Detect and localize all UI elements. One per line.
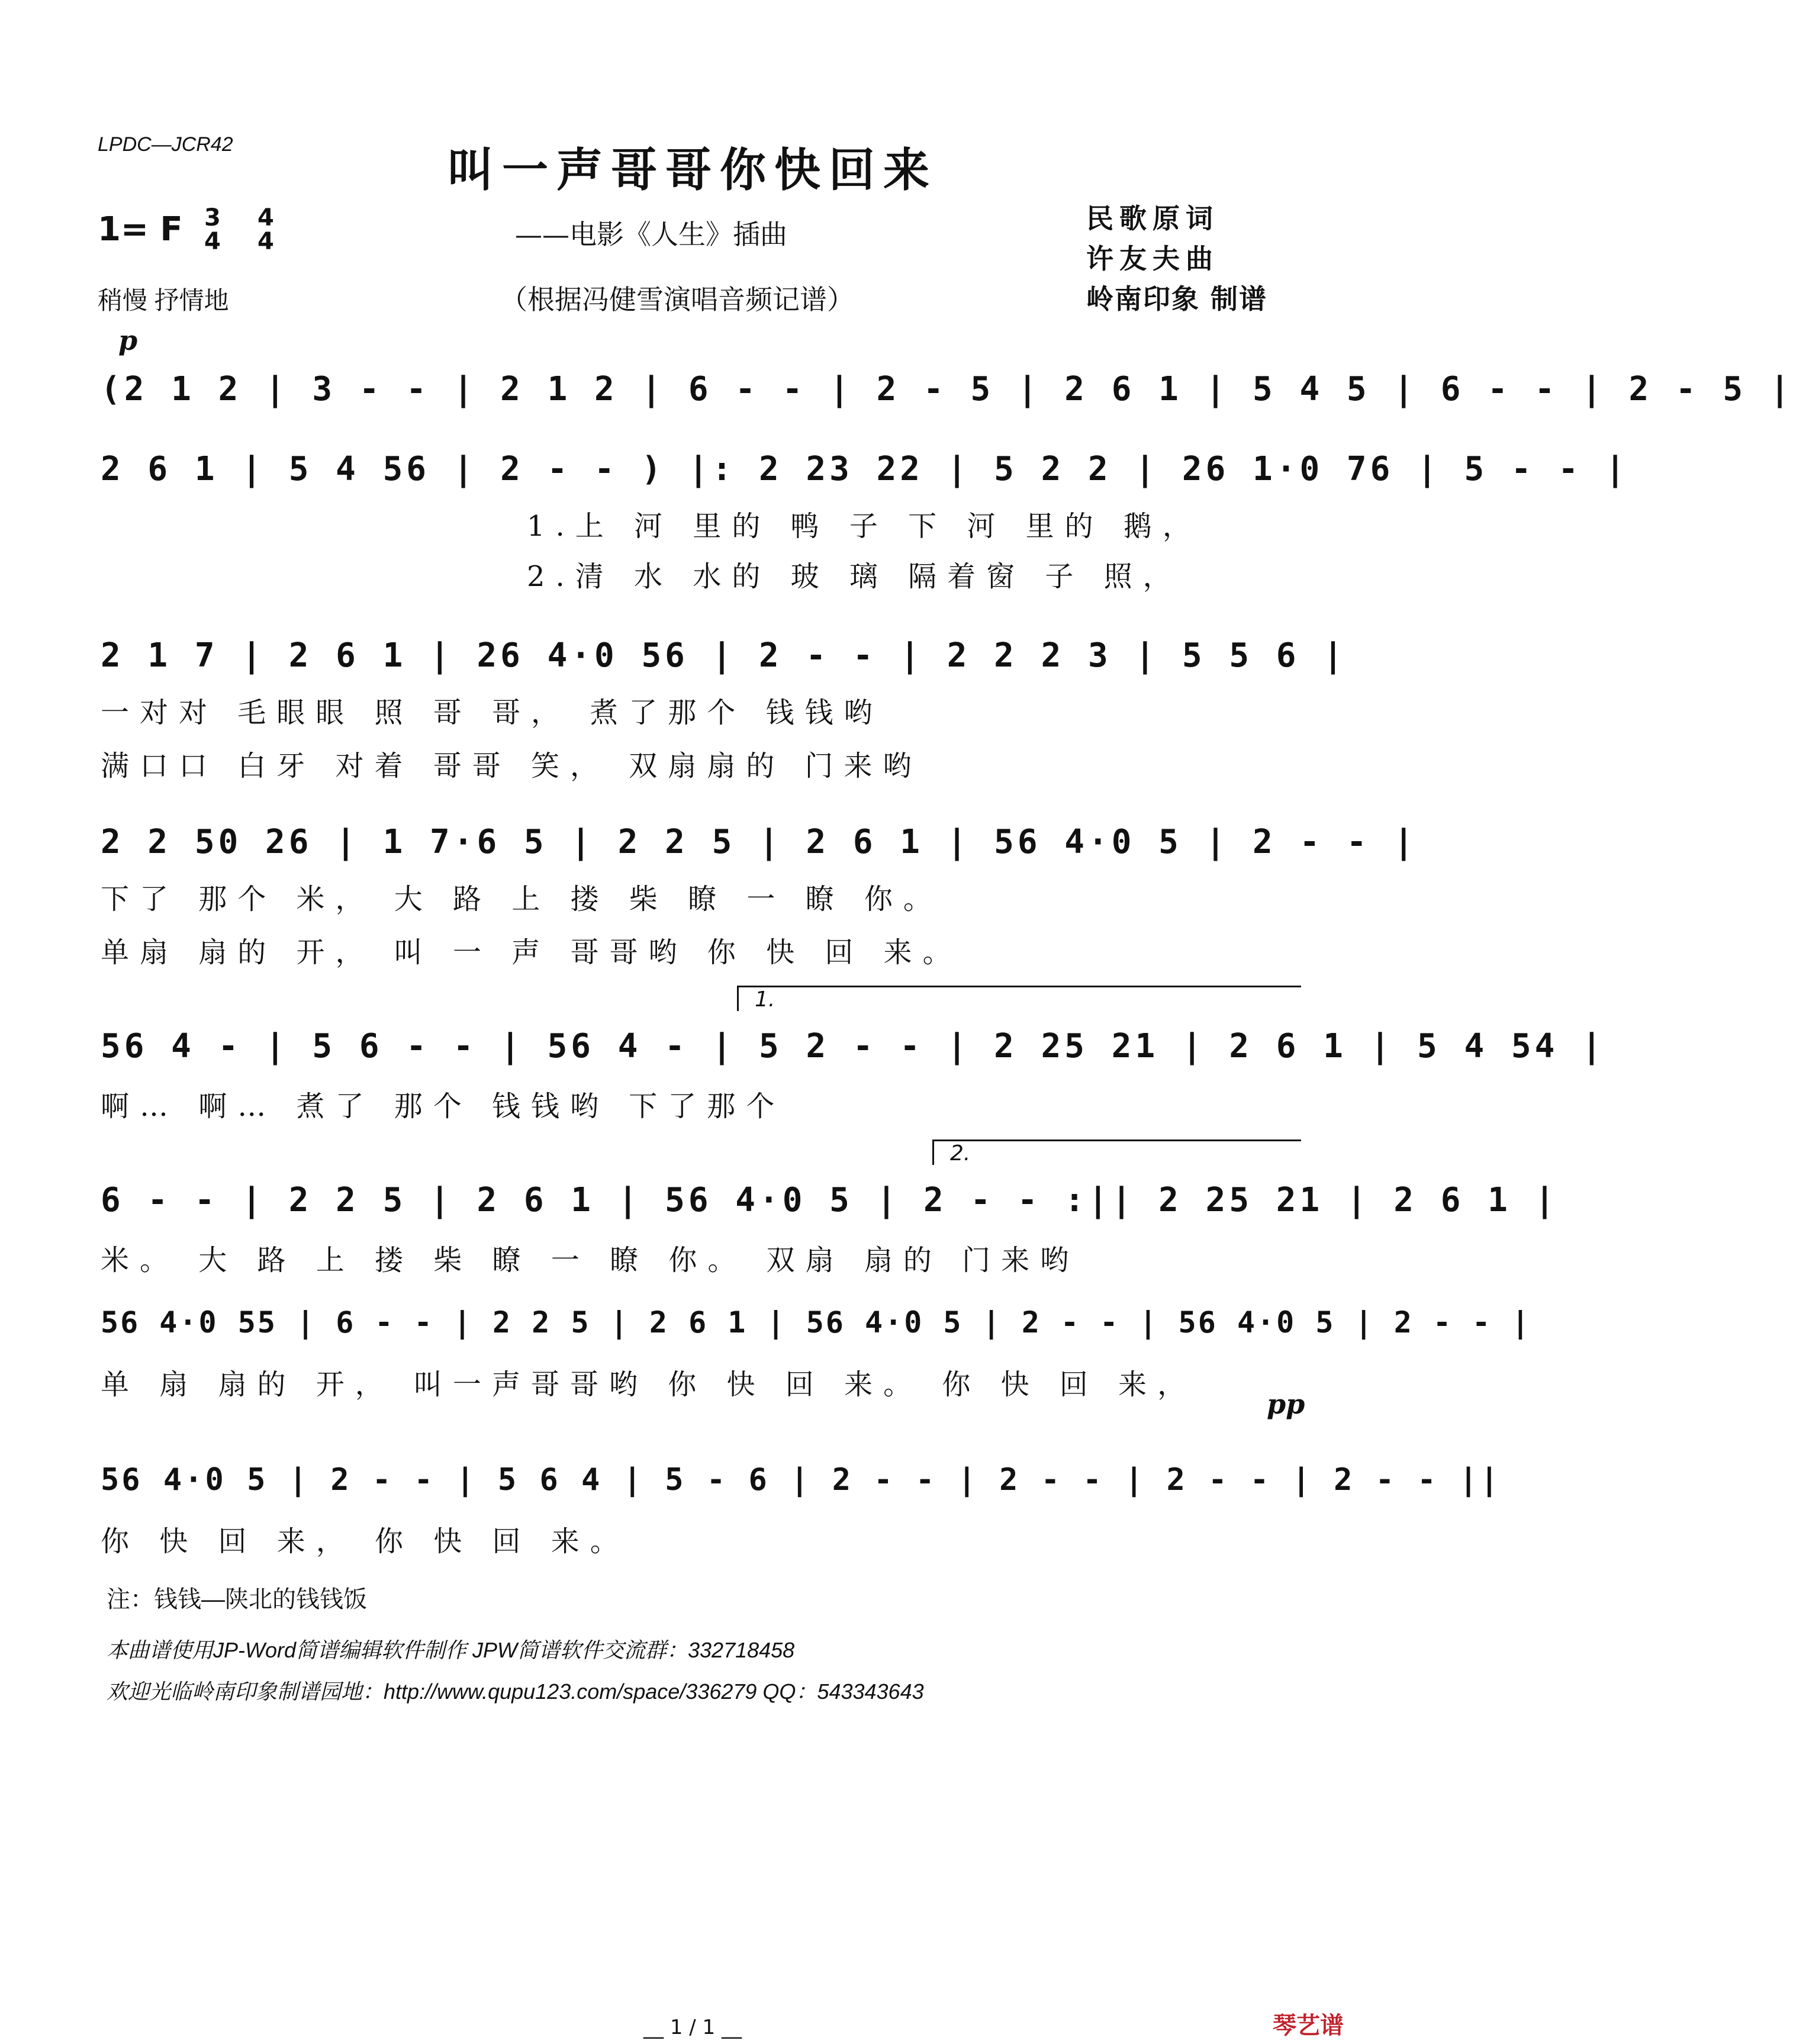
dynamic-piano: p: [118, 324, 138, 356]
lyric-line: 单 扇 扇的 开， 叫一声哥哥哟 你 快 回 来。 你 快 回 来，: [101, 1368, 1197, 1401]
song-subtitle: ——电影《人生》插曲: [515, 218, 787, 250]
lyric-verse-1: 下了 那个 米， 大 路 上 搂 柴 瞭 一 瞭 你。: [101, 883, 942, 916]
volta-second-ending: [932, 1140, 1301, 1165]
lyricist-credit: 民歌原词: [1086, 202, 1219, 234]
notation-system-1: (2 1 2 | 3 - - | 2 1 2 | 6 - - | 2 - 5 | 2 6 1 | 5 4 5 | 6 - - | 2 - 5 |: [101, 370, 1793, 408]
notation-system-8: 56 4·0 5 | 2 - - | 5 6 4 | 5 - 6 | 2 - - | 2 - - | 2 - - | 2 - - ||: [101, 1462, 1501, 1498]
time-sig-bottom: 4: [257, 228, 274, 255]
lyric-verse-1: 一对对 毛眼眼 照 哥 哥， 煮了那个 钱钱哟: [101, 696, 883, 729]
software-credit: 本曲谱使用JP-Word简谱编辑软件制作 JPW简谱软件交流群：332718458: [107, 1638, 795, 1662]
page-number: __ 1 / 1 __: [643, 2016, 742, 2039]
notation-system-3: 2 1 7 | 2 6 1 | 26 4·0 56 | 2 - - | 2 2 2 3 | 5 5 6 |: [101, 636, 1347, 675]
volta-first-number: 1.: [755, 987, 775, 1012]
lyric-line: 米。 大 路 上 搂 柴 瞭 一 瞭 你。 双扇 扇的 门来哟: [101, 1244, 1080, 1277]
tempo-marking: 稍慢 抒情地: [98, 287, 229, 314]
credits: [1086, 198, 1267, 319]
time-sig-bottom: 4: [204, 228, 221, 255]
website-credit: 欢迎光临岭南印象制谱园地：http://www.qupu123.com/space/336279 QQ：543343643: [107, 1679, 924, 1704]
notation-system-7: 56 4·0 55 | 6 - - | 2 2 5 | 2 6 1 | 56 4·0 5 | 2 - - | 56 4·0 5 | 2 - - |: [101, 1305, 1531, 1340]
time-signature-3-4: [204, 206, 221, 253]
site-logo: 琴艺谱: [1273, 2012, 1344, 2039]
score-code: LPDC—JCR42: [98, 133, 233, 156]
lyric-verse-2: 单扇 扇的 开， 叫 一 声 哥哥哟 你 快 回 来。: [101, 936, 962, 969]
footnote: 注：钱钱—陕北的钱钱饭: [107, 1586, 367, 1612]
engraver-credit: 岭南印象 制谱: [1086, 283, 1268, 315]
dynamic-pianissimo: pp: [1267, 1388, 1305, 1420]
volta-second-number: 2.: [950, 1141, 971, 1166]
lyric-verse-1: 1.上 河 里的 鸭 子 下 河 里的 鹅，: [527, 510, 1202, 543]
song-title: 叫一声哥哥你快回来: [447, 143, 938, 197]
transcription-source: （根据冯健雪演唱音频记谱）: [500, 284, 854, 316]
notation-system-4: 2 2 50 26 | 1 7·6 5 | 2 2 5 | 2 6 1 | 56 4·0 5 | 2 - - |: [101, 823, 1418, 861]
key-signature: 1= F: [98, 210, 183, 249]
composer-credit: 许友夫曲: [1086, 243, 1219, 275]
lyric-verse-2: 满口口 白牙 对着 哥哥 笑， 双扇扇的 门来哟: [101, 749, 922, 783]
volta-first-ending: [737, 986, 1301, 1011]
time-signature-4-4: [257, 206, 274, 253]
time-sig-top: 3: [204, 204, 221, 231]
lyric-line: 啊… 啊… 煮了 那个 钱钱哟 下了那个: [101, 1090, 786, 1123]
lyric-verse-2: 2.清 水 水的 玻 璃 隔着窗 子 照，: [527, 560, 1182, 593]
lyric-line: 你 快 回 来， 你 快 回 来。: [101, 1525, 629, 1558]
time-sig-top: 4: [257, 204, 274, 231]
notation-system-2: 2 6 1 | 5 4 56 | 2 - - ) |: 2 23 22 | 5 2 2 | 26 1·0 76 | 5 - - |: [101, 450, 1629, 488]
notation-system-5: 56 4 - | 5 6 - - | 56 4 - | 5 2 - - | 2 25 21 | 2 6 1 | 5 4 54 |: [101, 1027, 1605, 1066]
notation-system-6: 6 - - | 2 2 5 | 2 6 1 | 56 4·0 5 | 2 - - :|| 2 25 21 | 2 6 1 |: [101, 1181, 1559, 1219]
